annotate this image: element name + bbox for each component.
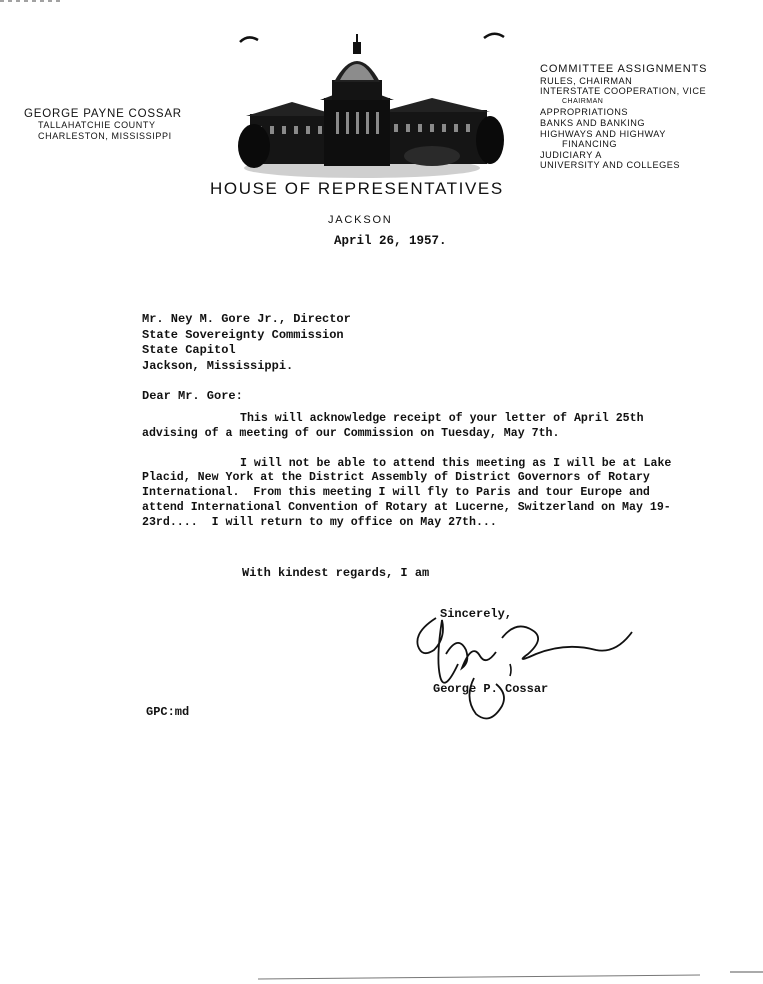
committee-rules: RULES, CHAIRMAN: [540, 75, 633, 86]
committee-assignments: [540, 64, 707, 171]
handwritten-signature: [406, 598, 646, 728]
closing-line: With kindest regards, I am: [242, 566, 430, 580]
reference-initials: GPC:md: [146, 705, 190, 719]
salutation: Dear Mr. Gore:: [142, 389, 243, 403]
committee-heading: COMMITTEE ASSIGNMENTS: [540, 63, 708, 75]
committee-interstate: INTERSTATE COOPERATION, VICE: [540, 86, 707, 97]
body-paragraph: This will acknowledge receipt of your letter of April 25th advising of a meeting of our Commission on Tuesday, May 7th.: [142, 412, 651, 440]
inside-address-line: State Capitol: [142, 343, 236, 357]
sender-name: GEORGE PAYNE COSSAR: [24, 108, 182, 120]
inside-address-line: Jackson, Mississippi.: [142, 358, 294, 373]
sender-county: TALLAHATCHIE COUNTY: [38, 120, 156, 130]
inside-address-line: State Sovereignty Commission: [142, 327, 344, 342]
committee-appropriations: APPROPRIATIONS: [540, 107, 628, 118]
capitol-building-image: [232, 28, 522, 198]
letterhead-house-title: HOUSE OF REPRESENTATIVES: [210, 179, 504, 198]
letterhead-city: JACKSON: [328, 214, 393, 226]
sender-block: [24, 109, 182, 142]
letter-date: April 26, 1957.: [334, 234, 447, 248]
inside-address-line: Mr. Ney M. Gore Jr., Director: [142, 312, 351, 326]
body-paragraph: I will not be able to attend this meeting as I will be at Lake Placid, New York at the District Assembly of District Governors of Rotary International. From this meeting I will fly to Paris and tour Europe and attend International Convention of Rotary at Lucerne, Switzerland on May 19-23rd.... I will return to my office on May 27th...: [142, 456, 679, 529]
typed-signature: George P. Cossar: [433, 682, 549, 696]
letter-body: [142, 412, 682, 546]
committee-judiciary: JUDICIARY A: [540, 149, 602, 160]
committee-university: UNIVERSITY AND COLLEGES: [540, 160, 680, 171]
sender-city: CHARLESTON, MISSISSIPPI: [38, 131, 172, 141]
sign-off: Sincerely,: [440, 607, 513, 621]
committee-highways-cont: FINANCING: [562, 139, 618, 150]
committee-interstate-cont: CHAIRMAN: [562, 97, 604, 105]
inside-address: [142, 312, 351, 374]
committee-banks: BANKS AND BANKING: [540, 117, 645, 128]
committee-highways: HIGHWAYS AND HIGHWAY: [540, 128, 666, 139]
